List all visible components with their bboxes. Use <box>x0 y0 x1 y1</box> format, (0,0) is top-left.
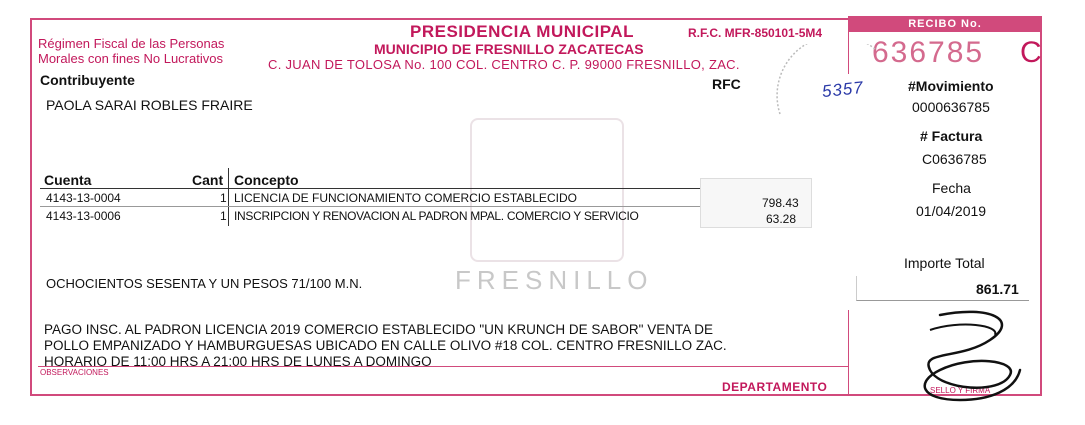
col-concepto: Concepto <box>234 172 299 188</box>
contribuyente-label: Contribuyente <box>40 72 135 88</box>
rfc-label: RFC <box>712 76 741 92</box>
row-1-cuenta: 4143-13-0004 <box>46 191 121 205</box>
row-2-cant: 1 <box>220 209 227 223</box>
fecha-value: 01/04/2019 <box>916 203 987 219</box>
fiscal-regime <box>38 36 224 66</box>
factura-label: # Factura <box>920 128 983 144</box>
receipt-number: 636785 <box>872 36 985 69</box>
table-header-line <box>40 188 812 189</box>
receipt-number-label: RECIBO No. <box>848 16 1042 32</box>
observaciones-text <box>44 322 784 370</box>
obs-line-1: PAGO INSC. AL PADRON LICENCIA 2019 COMERCIO ESTABLECIDO "UN KRUNCH DE SABOR" VENTA DE <box>44 322 713 337</box>
issuer-subtitle: MUNICIPIO DE FRESNILLO ZACATECAS <box>374 41 644 57</box>
handwritten-note: 5357 <box>821 77 865 102</box>
issuer-title: PRESIDENCIA MUNICIPAL <box>410 22 634 41</box>
obs-line-3: HORARIO DE 11:00 HRS A 21:00 HRS DE LUNES A DOMINGO <box>44 354 432 369</box>
fecha-label: Fecha <box>932 180 971 196</box>
regime-line-1: Régimen Fiscal de las Personas <box>38 36 225 51</box>
table-divider <box>228 168 229 226</box>
watermark-text: FRESNILLO <box>455 265 654 295</box>
col-cant: Cant <box>192 172 224 188</box>
municipal-seal <box>470 118 624 262</box>
row-2-importe: 63.28 <box>766 212 797 226</box>
movimiento-label: #Movimiento <box>908 78 994 94</box>
movimiento-value: 0000636785 <box>912 99 990 115</box>
col-cuenta: Cuenta <box>44 172 92 188</box>
importe-total-value: 861.71 <box>976 281 1019 297</box>
departamento-label: DEPARTAMENTO <box>722 380 828 394</box>
amount-in-words: OCHOCIENTOS SESENTA Y UN PESOS 71/100 M.N. <box>46 276 363 291</box>
row-separator <box>40 206 700 207</box>
issuer-rfc: R.F.C. MFR-850101-5M4 <box>688 26 823 40</box>
observaciones-label: OBSERVACIONES <box>40 368 109 377</box>
row-1-importe: 798.43 <box>762 196 799 210</box>
observaciones-line <box>38 366 848 367</box>
issuer-address: C. JUAN DE TOLOSA No. 100 COL. CENTRO C. P. 99000 FRESNILLO, ZAC. <box>268 57 740 72</box>
factura-value: C0636785 <box>922 151 987 167</box>
sello-label: SELLO Y FIRMA <box>930 386 991 395</box>
signature-icon <box>900 300 1030 410</box>
importe-total-label: Importe Total <box>904 255 985 271</box>
obs-line-2: POLLO EMPANIZADO Y HAMBURGUESAS UBICADO EN CALLE OLIVO #18 COL. CENTRO FRESNILLO ZAC. <box>44 338 727 353</box>
contribuyente-name: PAOLA SARAI ROBLES FRAIRE <box>46 97 253 113</box>
footer-divider <box>848 310 849 396</box>
row-1-concepto: LICENCIA DE FUNCIONAMIENTO COMERCIO ESTABLECIDO <box>234 191 577 205</box>
receipt-series: C <box>1020 36 1042 69</box>
row-2-concepto: INSCRIPCION Y RENOVACION AL PADRON MPAL. COMERCIO Y SERVICIO <box>234 209 639 223</box>
row-2-cuenta: 4143-13-0006 <box>46 209 121 223</box>
regime-line-2: Morales con fines No Lucrativos <box>38 51 223 66</box>
row-1-cant: 1 <box>220 191 227 205</box>
